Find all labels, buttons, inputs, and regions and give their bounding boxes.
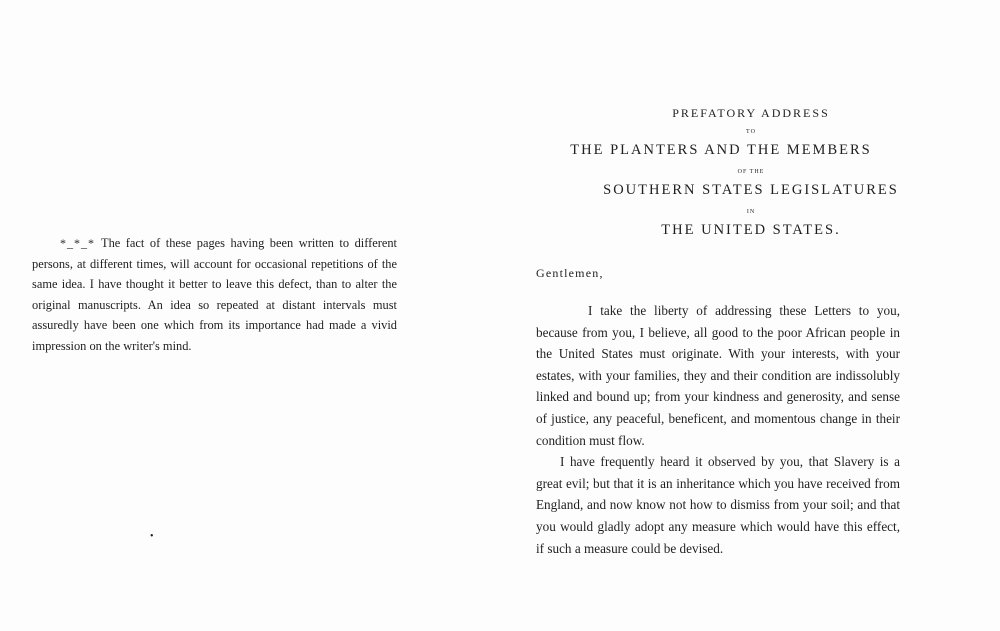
asterism-mark: *_*_*: [60, 236, 95, 250]
heading-line-planters: THE PLANTERS AND THE MEMBERS: [570, 142, 872, 158]
salutation: Gentlemen,: [536, 266, 604, 280]
heading-line-united-states: THE UNITED STATES.: [661, 222, 841, 238]
prefatory-address-heading: [536, 104, 966, 246]
letter-body: [536, 300, 900, 559]
paragraph: I take the liberty of addressing these Letters to you, because from you, I believe, all good to the poor African people in the United States must originate. With your interests, with your estates, with your families, they and their condition are indissolubly linked and bound up; from your kindness and generosity, and sense of justice, any peaceful, beneficent, and momentous change in their condition must flow.: [536, 303, 900, 448]
heading-line-prefatory-address: PREFATORY ADDRESS: [672, 106, 830, 120]
heading-line-legislatures: SOUTHERN STATES LEGISLATURES: [603, 182, 899, 198]
ink-speck-mark: •: [150, 531, 154, 542]
right-page: [500, 0, 1000, 631]
heading-word-in: IN: [746, 209, 756, 215]
heading-word-to: TO: [746, 129, 756, 135]
footnote-paragraph: [32, 233, 397, 357]
paragraph: I have frequently heard it observed by you, that Slavery is a great evil; but that it is an inheritance which you have received from England, and now know not how to dismiss from your soil; and that you would gladly adopt any measure which would have this effect, if such a measure could be devised.: [536, 454, 900, 556]
heading-word-of-the: OF THE: [737, 169, 765, 175]
footnote-text: The fact of these pages having been written to different persons, at different times, will account for occasional repetitions of the same idea. I have thought it better to leave this defect, than to alter the original manuscripts. An idea so repeated at distant intervals must assuredly have been one which from its importance had made a vivid impression on the writer's mind.: [32, 236, 397, 353]
